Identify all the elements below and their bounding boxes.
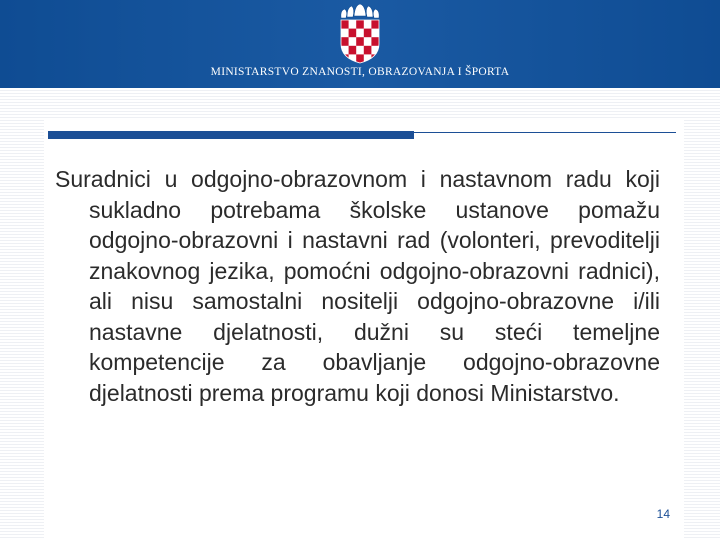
header-banner [0, 0, 720, 88]
page-number: 14 [656, 507, 670, 521]
slide-body-text: Suradnici u odgojno-obrazovnom i nastavnom radu koji sukladno potrebama školske ustanove pomažu odgojno-obrazovni i nastavni rad (volonteri, prevoditelji znakovnog jezika, pomoćni odgojno-obrazovni radnici), ali nisu samostalni nositelji odgojno-obrazovne i/ili nastavne djelatnosti, dužni su steći temeljne kompetencije za obavljanje odgojno-obrazovne djelatnosti prema programu koji donosi Ministarstvo. [55, 166, 660, 406]
title-rule-thick [48, 131, 414, 139]
croatian-coat-of-arms-icon [337, 4, 383, 64]
ministry-name: MINISTARSTVO ZNANOSTI, OBRAZOVANJA I ŠPORTA [210, 66, 510, 78]
title-rule-thin [414, 132, 676, 133]
